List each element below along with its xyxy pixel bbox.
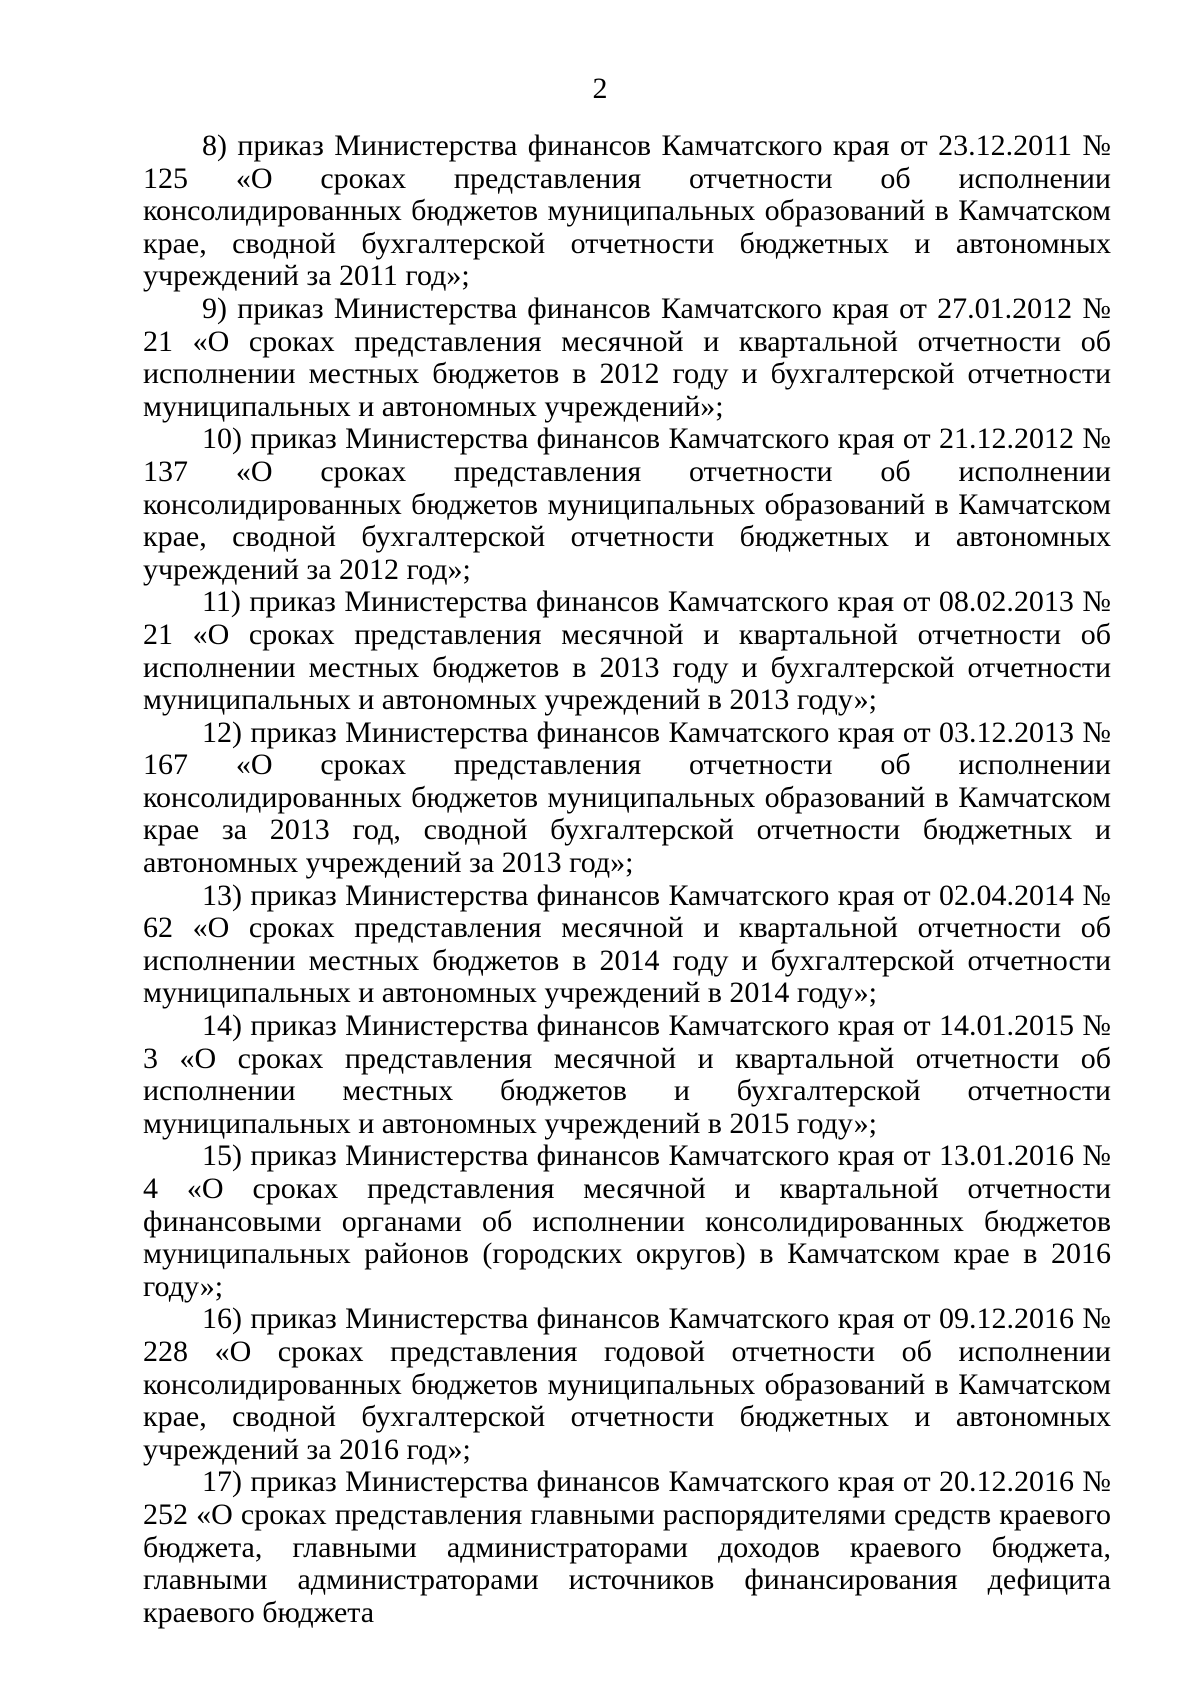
list-item-11: 11) приказ Министерства финансов Камчатского края от 08.02.2013 № 21 «О сроках представления месячной и квартальной отчетности об исполнении местных бюджетов в 2013 году и бухгалтерской отчетности муниципальных и автономных учреждений в 2013 году»; [143,585,1111,717]
document-body [143,130,1111,1629]
list-item-16: 16) приказ Министерства финансов Камчатского края от 09.12.2016 № 228 «О сроках представления годовой отчетности об исполнении консолидированных бюджетов муниципальных образований в Камчатском крае, сводной бухгалтерской отчетности бюджетных и автономных учреждений за 2016 год»; [143,1302,1111,1466]
page-number: 2 [592,72,608,105]
list-item-10: 10) приказ Министерства финансов Камчатского края от 21.12.2012 № 137 «О сроках представления отчетности об исполнении консолидированных бюджетов муниципальных образований в Камчатском крае, сводной бухгалтерской отчетности бюджетных и автономных учреждений за 2012 год»; [143,422,1111,586]
list-item-12: 12) приказ Министерства финансов Камчатского края от 03.12.2013 № 167 «О сроках представления отчетности об исполнении консолидированных бюджетов муниципальных образований в Камчатском крае за 2013 год, сводной бухгалтерской отчетности бюджетных и автономных учреждений за 2013 год»; [143,715,1111,880]
list-item-15: 15) приказ Министерства финансов Камчатского края от 13.01.2016 № 4 «О сроках представления месячной и квартальной отчетности финансовыми органами об исполнении консолидированных бюджетов муниципальных районов (городских округов) в Камчатском крае в 2016 году»; [143,1139,1111,1303]
list-item-13: 13) приказ Министерства финансов Камчатского края от 02.04.2014 № 62 «О сроках представления месячной и квартальной отчетности об исполнении местных бюджетов в 2014 году и бухгалтерской отчетности муниципальных и автономных учреждений в 2014 году»; [143,878,1111,1010]
list-item-17: 17) приказ Министерства финансов Камчатского края от 20.12.2016 № 252 «О сроках представления главными распорядителями средств краевого бюджета, главными администраторами доходов краевого бюджета, главными администраторами источников финансирования дефицита краевого бюджета [143,1465,1111,1629]
list-item-8: 8) приказ Министерства финансов Камчатского края от 23.12.2011 № 125 «О сроках представления отчетности об исполнении консолидированных бюджетов муниципальных образований в Камчатском крае, сводной бухгалтерской отчетности бюджетных и автономных учреждений за 2011 год»; [143,129,1111,293]
list-item-14: 14) приказ Министерства финансов Камчатского края от 14.01.2015 № 3 «О сроках представления месячной и квартальной отчетности об исполнении местных бюджетов и бухгалтерской отчетности муниципальных и автономных учреждений в 2015 году»; [143,1009,1111,1140]
list-item-9: 9) приказ Министерства финансов Камчатского края от 27.01.2012 № 21 «О сроках представления месячной и квартальной отчетности об исполнении местных бюджетов в 2012 году и бухгалтерской отчетности муниципальных и автономных учреждений»; [143,291,1111,423]
